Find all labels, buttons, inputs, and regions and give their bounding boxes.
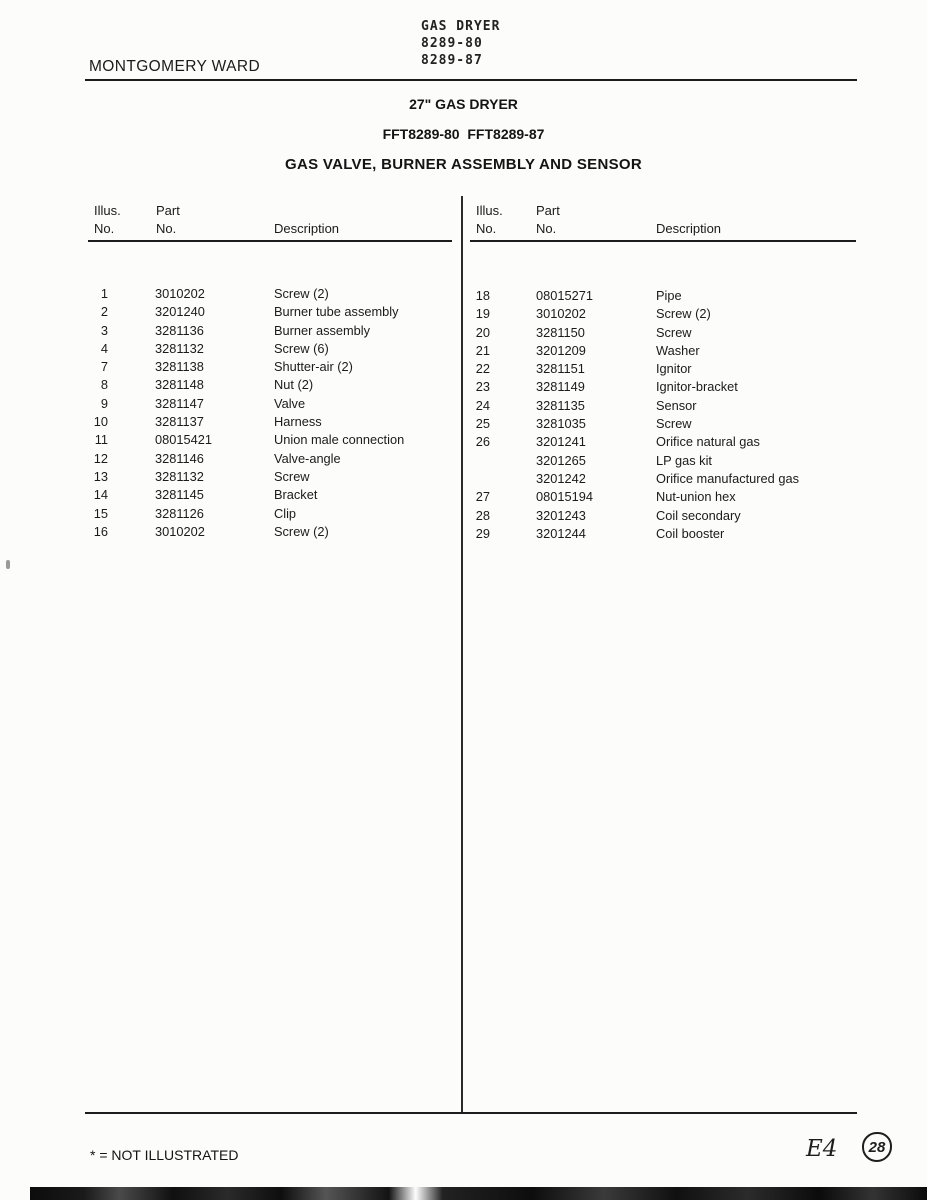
header-underline-right (470, 240, 856, 242)
typed-line-number-1: 8289-80 (421, 36, 483, 51)
cell-part: 3201265 (536, 452, 586, 468)
col-header-illus-no: No. (94, 221, 115, 236)
cell-desc: Nut-union hex (656, 489, 736, 505)
col-header-part-no: No. (536, 221, 557, 236)
table-row (0, 288, 927, 306)
cell-desc: LP gas kit (656, 452, 712, 468)
col-header-illus: Illus. (94, 203, 121, 218)
cell-illus: 24 (475, 397, 490, 413)
cell-part: 3281151 (536, 361, 585, 377)
cell-illus: 22 (475, 361, 490, 377)
cell-desc: Screw (274, 468, 310, 484)
table-row (0, 395, 927, 416)
cell-part: 3281132 (155, 340, 204, 356)
not-illustrated-note: * = NOT ILLUSTRATED (90, 1147, 239, 1163)
cell-part: 3201244 (536, 525, 586, 541)
footer-rule (85, 1112, 857, 1114)
cell-illus: 21 (475, 342, 490, 358)
typewriter-header (421, 18, 500, 69)
cell-illus: 11 (94, 432, 108, 448)
cell-illus: 18 (475, 288, 490, 303)
scan-artifact-band (30, 1187, 927, 1200)
cell-part: 3281138 (155, 359, 204, 375)
cell-desc: Burner assembly (274, 322, 371, 338)
table-row (0, 450, 927, 471)
table-row (0, 434, 927, 452)
cell-part: 3281149 (536, 379, 585, 395)
parts-list-right (0, 288, 927, 544)
cell-part: 3201243 (536, 507, 586, 523)
cell-illus: 3 (100, 322, 108, 338)
cell-illus: 4 (100, 340, 108, 356)
col-header-part: Part (156, 203, 180, 218)
cell-illus: 20 (475, 324, 490, 340)
cell-desc: Valve-angle (274, 450, 341, 466)
cell-illus: 13 (93, 468, 108, 484)
cell-desc: Pipe (656, 288, 682, 303)
cell-desc: Coil booster (656, 525, 725, 541)
typed-line-model: GAS DRYER (421, 19, 501, 34)
handwritten-page-mark: E4 (806, 1136, 838, 1162)
header-rule (85, 79, 857, 81)
model-numbers: FFT8289-80 FFT8289-87 (382, 126, 545, 142)
col-header-description: Description (656, 221, 722, 236)
cell-desc: Screw (656, 416, 692, 432)
cell-illus: 27 (475, 489, 490, 505)
table-row (0, 361, 927, 379)
cell-illus: 7 (100, 359, 108, 375)
cell-illus: 23 (475, 379, 490, 395)
cell-part: 3281132 (155, 468, 204, 484)
table-row (0, 306, 927, 324)
table-row (0, 379, 927, 397)
cell-illus: 15 (93, 505, 108, 521)
cell-part: 3281137 (155, 414, 204, 430)
typed-line-number-2: 8289-87 (421, 53, 483, 68)
col-header-part: Part (536, 203, 560, 218)
cell-desc: Screw (656, 324, 692, 340)
cell-illus: 1 (100, 286, 108, 301)
cell-desc: Washer (656, 342, 700, 358)
cell-desc: Shutter-air (2) (274, 359, 353, 375)
scan-artifact-speck (6, 560, 10, 569)
cell-desc: Orifice manufactured gas (656, 470, 799, 486)
cell-illus: 10 (93, 414, 108, 430)
col-header-description: Description (274, 221, 340, 236)
cell-illus: 26 (475, 434, 490, 450)
cell-desc: Screw (2) (274, 286, 329, 301)
cell-desc: Ignitor-bracket (656, 379, 738, 395)
cell-part: 3010202 (155, 286, 205, 301)
cell-part: 08015194 (536, 489, 593, 505)
page-title: 27" GAS DRYER (409, 96, 518, 112)
cell-part: 3281035 (536, 416, 586, 432)
cell-part: 3281150 (536, 324, 585, 340)
cell-illus: 25 (475, 416, 490, 432)
cell-illus: 29 (475, 525, 490, 541)
cell-desc: Harness (274, 414, 322, 430)
cell-part: 3010202 (536, 306, 586, 322)
col-header-illus: Illus. (476, 203, 503, 218)
col-header-illus-no: No. (476, 221, 497, 236)
cell-part: 3281126 (155, 505, 204, 521)
col-header-part-no: No. (156, 221, 177, 236)
cell-part: 3281147 (155, 395, 204, 411)
table-row (0, 322, 927, 343)
cell-part: 08015421 (155, 432, 212, 448)
cell-part: 3010202 (155, 523, 205, 539)
cell-desc: Nut (2) (274, 377, 314, 393)
cell-illus: 2 (100, 304, 108, 320)
cell-part: 08015271 (536, 288, 593, 303)
cell-part: 3201242 (536, 470, 586, 486)
cell-desc: Screw (2) (656, 306, 711, 322)
table-row (0, 416, 927, 434)
cell-desc: Union male connection (274, 432, 405, 448)
cell-illus: 19 (475, 306, 490, 322)
cell-illus: 12 (93, 450, 108, 466)
cell-part: 3281148 (155, 377, 204, 393)
table-row (0, 468, 927, 489)
brand-name: MONTGOMERY WARD (89, 58, 261, 75)
cell-part: 3201209 (536, 342, 586, 358)
cell-part: 3281145 (155, 487, 204, 503)
cell-desc: Screw (6) (274, 340, 329, 356)
cell-desc: Screw (2) (274, 523, 329, 539)
cell-desc: Coil secondary (656, 507, 741, 523)
cell-desc: Sensor (656, 397, 697, 413)
cell-desc: Burner tube assembly (274, 304, 399, 320)
cell-part: 3201241 (536, 434, 586, 450)
cell-illus: 28 (475, 507, 490, 523)
table-row (0, 505, 927, 526)
cell-desc: Ignitor (656, 361, 692, 377)
cell-illus: 14 (93, 487, 108, 503)
cell-desc: Valve (274, 395, 306, 411)
cell-desc: Bracket (274, 487, 318, 503)
cell-illus: 8 (100, 377, 108, 393)
header-underline-left (88, 240, 452, 242)
cell-illus: 9 (100, 395, 108, 411)
table-row (0, 523, 927, 544)
cell-part: 3281136 (155, 322, 204, 338)
cell-desc: Clip (274, 505, 297, 521)
circled-page-number: 28 (862, 1132, 892, 1162)
cell-part: 3201240 (155, 304, 205, 320)
table-row (0, 489, 927, 507)
section-title: GAS VALVE, BURNER ASSEMBLY AND SENSOR (285, 156, 642, 173)
cell-illus: 16 (93, 523, 108, 539)
cell-part: 3281146 (155, 450, 204, 466)
cell-part: 3281135 (536, 397, 585, 413)
table-row (0, 340, 927, 361)
cell-desc: Orifice natural gas (656, 434, 760, 450)
